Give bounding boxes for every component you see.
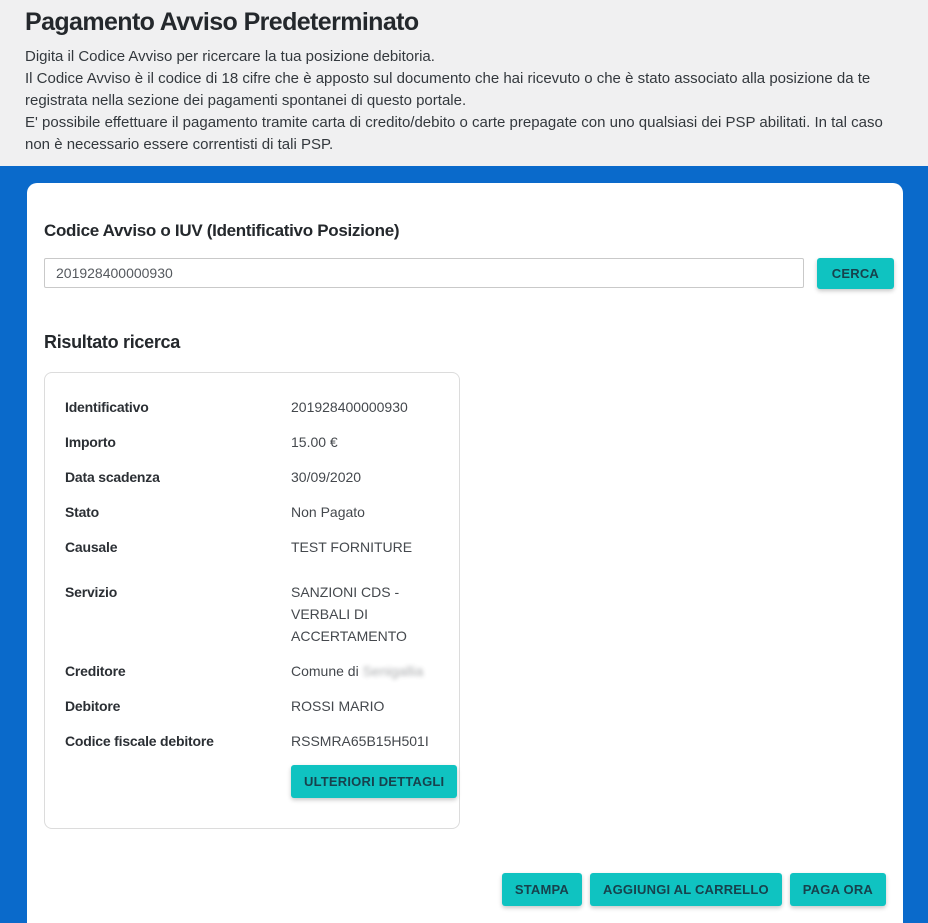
row-label: Codice fiscale debitore: [65, 733, 214, 749]
row-causale: [65, 536, 449, 558]
row-label: Servizio: [65, 584, 118, 600]
row-value: 201928400000930: [291, 399, 408, 415]
ulteriori-dettagli-button[interactable]: ULTERIORI DETTAGLI: [291, 765, 457, 798]
page-title: Pagamento Avviso Predeterminato: [25, 8, 419, 36]
row-value: 15.00 €: [291, 434, 338, 450]
row-label: Debitore: [65, 698, 121, 714]
row-label: Importo: [65, 434, 116, 450]
details-button-wrap: [291, 765, 449, 798]
aggiungi-al-carrello-button[interactable]: AGGIUNGI AL CARRELLO: [590, 873, 782, 906]
row-label: Creditore: [65, 663, 126, 679]
results-heading: Risultato ricerca: [44, 332, 180, 352]
row-data-scadenza: [65, 466, 449, 488]
row-value: RSSMRA65B15H501I: [291, 733, 429, 749]
main-card: [27, 183, 903, 923]
row-creditore: [65, 660, 449, 682]
row-importo: [65, 431, 449, 453]
bottom-actions: [502, 873, 886, 906]
row-value: Non Pagato: [291, 504, 365, 520]
row-label: Causale: [65, 539, 118, 555]
row-label: Identificativo: [65, 399, 149, 415]
cerca-button[interactable]: CERCA: [817, 258, 894, 289]
result-card: [44, 372, 460, 829]
row-value: TEST FORNITURE: [291, 539, 413, 555]
intro-line-2: Il Codice Avviso è il codice di 18 cifre che è apposto sul documento che hai ricevuto o che è stato associato alla posizione da te registrata nella sezione dei pagamenti spontanei di questo portale.: [25, 70, 871, 109]
codice-avviso-input[interactable]: [44, 258, 804, 288]
row-label: Stato: [65, 504, 100, 520]
row-value: SANZIONI CDS - VERBALI DI ACCERTAMENTO: [291, 584, 407, 644]
intro-line-1: Digita il Codice Avviso per ricercare la tua posizione debitoria.: [25, 48, 435, 65]
codice-avviso-label: Codice Avviso o IUV (Identificativo Posizione): [44, 221, 400, 240]
intro-line-3: E' possibile effettuare il pagamento tramite carta di credito/debito o carte prepagate con uno qualsiasi dei PSP abilitati. In tal caso non è necessario essere correntisti di tali PSP.: [25, 114, 883, 153]
creditore-redacted: Senigallia: [362, 663, 424, 679]
paga-ora-button[interactable]: PAGA ORA: [790, 873, 886, 906]
row-servizio: [65, 581, 449, 647]
row-value: [291, 660, 449, 682]
row-value: ROSSI MARIO: [291, 698, 385, 714]
row-codice-fiscale: [65, 730, 449, 752]
row-value: 30/09/2020: [291, 469, 362, 485]
row-label: Data scadenza: [65, 469, 160, 485]
search-row: [44, 258, 894, 289]
creditore-visible: Comune di: [291, 663, 363, 679]
intro-header: [0, 0, 928, 166]
row-identificativo: [65, 396, 449, 418]
row-debitore: [65, 695, 449, 717]
stampa-button[interactable]: STAMPA: [502, 873, 582, 906]
content-wrapper: [0, 166, 928, 923]
row-stato: [65, 501, 449, 523]
